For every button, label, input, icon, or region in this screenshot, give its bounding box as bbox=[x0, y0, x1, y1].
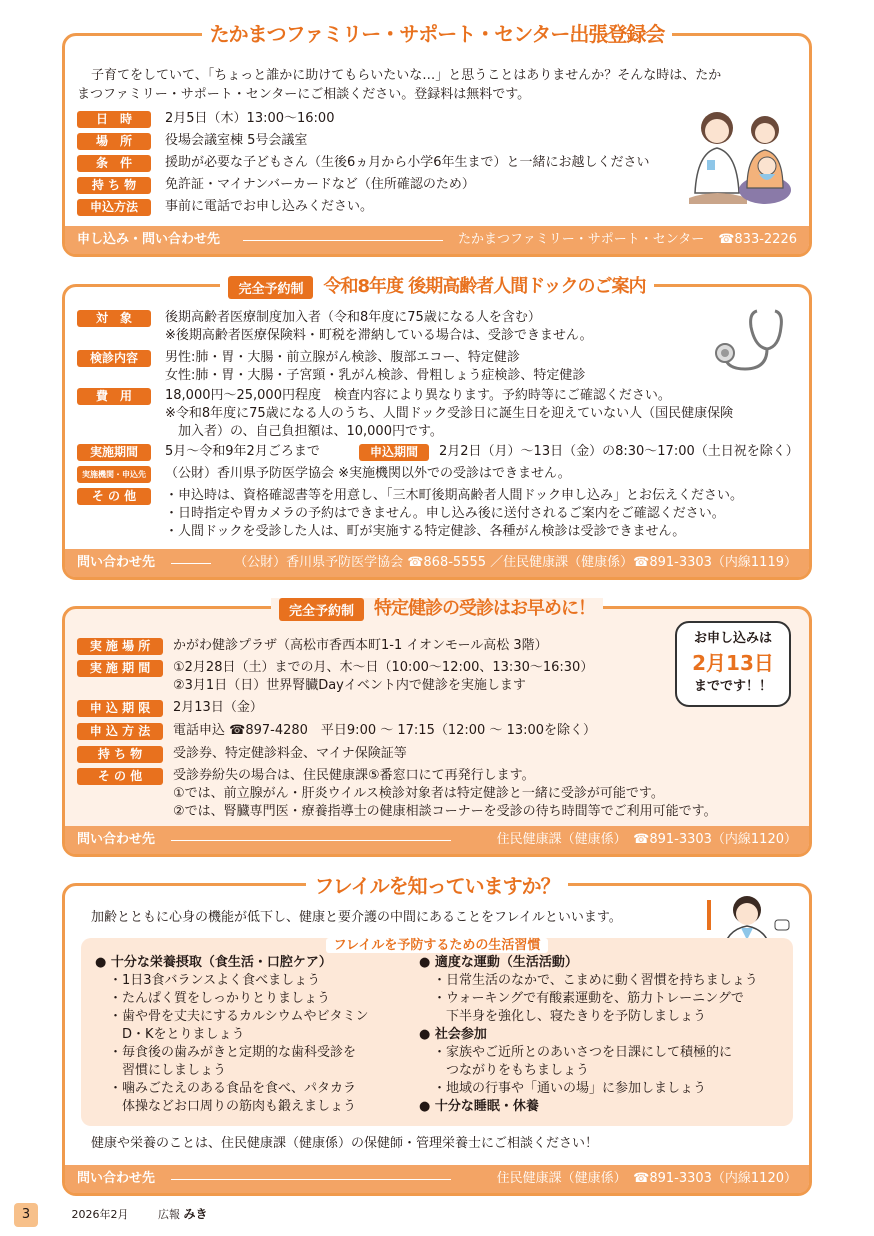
publication-name: みき bbox=[183, 1207, 208, 1221]
contact-label: 問い合わせ先 bbox=[77, 555, 156, 570]
deadline-callout: お申し込みは 2月13日 までです！！ bbox=[675, 621, 791, 707]
page-number: 3 bbox=[14, 1203, 38, 1227]
section-specific-checkup bbox=[62, 598, 812, 857]
intro-text: 加齢とともに心身の機能が低下し、健康と要介護の中間にあることをフレイルといいます。 bbox=[91, 910, 622, 925]
section-title-wrap bbox=[65, 272, 809, 299]
contact-text: 住民健康課（健康係） ☎891-3303（内線1120） bbox=[496, 832, 797, 847]
section-family-support bbox=[62, 22, 812, 257]
section-title: 令和8年度 後期高齢者人間ドックのご案内 bbox=[323, 276, 646, 297]
contact-org: たかまつファミリー・サポート・センター bbox=[457, 232, 705, 247]
info-row: 申込方法 事前に電話でお申し込みください。 bbox=[77, 198, 697, 218]
info-row: 場 所 役場会議室棟 5号会議室 bbox=[77, 132, 697, 152]
panel-subtitle: フレイルを予防するための生活習慣 bbox=[81, 934, 793, 953]
info-row: 費 用 18,000円〜25,000円程度 検査内容により異なります。予約時等にご確認ください。 ※令和8年度に75歳になる人のうち、人間ドック受診日に誕生日を迎えていない人（国民健康保険 加入者）の、自己負担額は、10,000円です。 bbox=[77, 387, 807, 443]
info-row: 条 件 援助が必要な子どもさん（生後6ヵ月から小学6年生まで）と一緒にお越しください bbox=[77, 154, 697, 174]
info-row: 日 時 2月5日（木）13:00〜16:00 bbox=[77, 110, 697, 130]
info-row: そ の 他 ・申込時は、資格確認書等を用意し、「三木町後期高齢者人間ドック申し込み」とお伝えください。 ・日時指定や胃カメラの予約はできません。申し込み後に送付されるご案内をご確認ください。 ・人間ドックを受診した人は、町が実施する特定健診、各種がん検診は受診できません。 bbox=[77, 487, 807, 543]
info-row: 実 施 期 間 ①2月28日（土）までの月、木〜日（10:00〜12:00、13:30〜16:30） ②3月1日（日）世界腎臓Dayイベント内で健診を実施します bbox=[77, 659, 677, 697]
contact-label: 問い合わせ先 bbox=[77, 1171, 156, 1186]
intro-text: 子育てをしていて、「ちょっと誰かに助けてもらいたいな…」と思うことはありませんか？そんな時は、たか まつファミリー・サポート・センターにご相談ください。登録料は無料です。 bbox=[77, 68, 722, 102]
info-row: 実 施 場 所 かがわ健診プラザ（高松市香西本町1-1 イオンモール高松 3階） bbox=[77, 637, 677, 657]
info-row: 対 象 後期高齢者医療制度加入者（令和8年度に75歳になる人を含む） ※後期高齢者医療保険料・町税を滞納している場合は、受診できません。 bbox=[77, 309, 757, 347]
section-health-checkup bbox=[62, 276, 812, 580]
section-title: フレイルを知っていますか？ bbox=[65, 870, 809, 899]
contact-bar bbox=[65, 549, 809, 577]
contact-tel: ☎833-2226 bbox=[718, 232, 797, 247]
contact-bar bbox=[65, 826, 809, 854]
lifestyle-panel: フレイルを予防するための生活習慣 ● 十分な栄養摂取（食生活・口腔ケア） ・1日3食バランスよく食べましょう ・たんぱく質をしっかりとりましょう ・歯や骨を丈夫にするカルシウムやビタミン D・Kをとりましょう ・毎食後の歯みがきと定期的な歯科受診を 習慣にしましょう ・噛みごたえのある食品を食べ、パタカラ 体操などお口周りの筋肉も鍛えましょう ● 適度な運動（生活活動） ・日常生活のなかで、こまめに動く習慣を持ちましょう ・ウォーキングで有酸素運動を、筋力トレーニングで 下半身を強化し、寝たきりを予防しましょう ● 社会参加 ・家族やご近所とのあいさつを日課にして積極的に つながりをもちましょう ・地域の行事や「通いの場」に参加しましょう ● 十分な睡眠・休養 bbox=[81, 938, 793, 1126]
info-row: そ の 他 受診券紛失の場合は、住民健康課⑤番窓口にて再発行します。 ①では、前立腺がん・肝炎ウイルス検診対象者は特定健診と一緒に受診が可能です。 ②では、腎臓専門医・療養指導士の健康相談コーナーを受診の待ち時間等でご利用可能です。 bbox=[77, 767, 797, 823]
stethoscope-icon bbox=[705, 307, 785, 379]
info-row: 検診内容 男性:肺・胃・大腸・前立腺がん検診、腹部エコー、特定健診 女性:肺・胃・大腸・子宮頸・乳がん検診、骨粗しょう症検診、特定健診 bbox=[77, 349, 757, 387]
caregiver-child-illustration bbox=[677, 98, 797, 208]
info-row: 申 込 方 法 電話申込 ☎897-4280 平日9:00 〜 17:15（12:00 〜 13:00を除く） bbox=[77, 722, 677, 742]
period-row: 実施期間 5月〜令和9年2月ごろまで 申込期間 2月2日（月）〜13日（金）の8:30〜17:00（土日祝を除く） bbox=[77, 443, 807, 463]
issue-date: 2026年2月 bbox=[71, 1208, 129, 1221]
section-title: 特定健診の受診はお早めに！ bbox=[374, 598, 595, 619]
contact-label: 申し込み・問い合わせ先 bbox=[77, 232, 221, 247]
contact-bar bbox=[65, 226, 809, 254]
publication-label: 広報 bbox=[158, 1208, 180, 1221]
section-title: たかまつファミリー・サポート・センター出張登録会 bbox=[65, 18, 809, 47]
closing-text: 健康や栄養のことは、住民健康課（健康係）の保健師・管理栄養士にご相談ください！ bbox=[91, 1136, 599, 1151]
info-row: 持 ち 物 免許証・マイナンバーカードなど（住所確認のため） bbox=[77, 176, 697, 196]
reservation-badge: 完全予約制 bbox=[228, 276, 313, 299]
page-footer bbox=[14, 1202, 314, 1226]
contact-bar bbox=[65, 1165, 809, 1193]
section-title-wrap bbox=[65, 594, 809, 621]
info-row: 持 ち 物 受診券、特定健診料金、マイナ保険証等 bbox=[77, 745, 677, 765]
info-row: 申 込 期 限 2月13日（金） bbox=[77, 699, 677, 719]
reservation-badge: 完全予約制 bbox=[279, 598, 364, 621]
contact-label: 問い合わせ先 bbox=[77, 832, 156, 847]
info-row: 実施機関・申込先 （公財）香川県予防医学協会 ※実施機関以外での受診はできません。 bbox=[77, 465, 807, 485]
contact-text: （公財）香川県予防医学協会 ☎868-5555 ／住民健康課（健康係）☎891-3303（内線1119） bbox=[234, 555, 797, 570]
section-frailty bbox=[62, 874, 812, 1196]
contact-text: 住民健康課（健康係） ☎891-3303（内線1120） bbox=[496, 1171, 797, 1186]
